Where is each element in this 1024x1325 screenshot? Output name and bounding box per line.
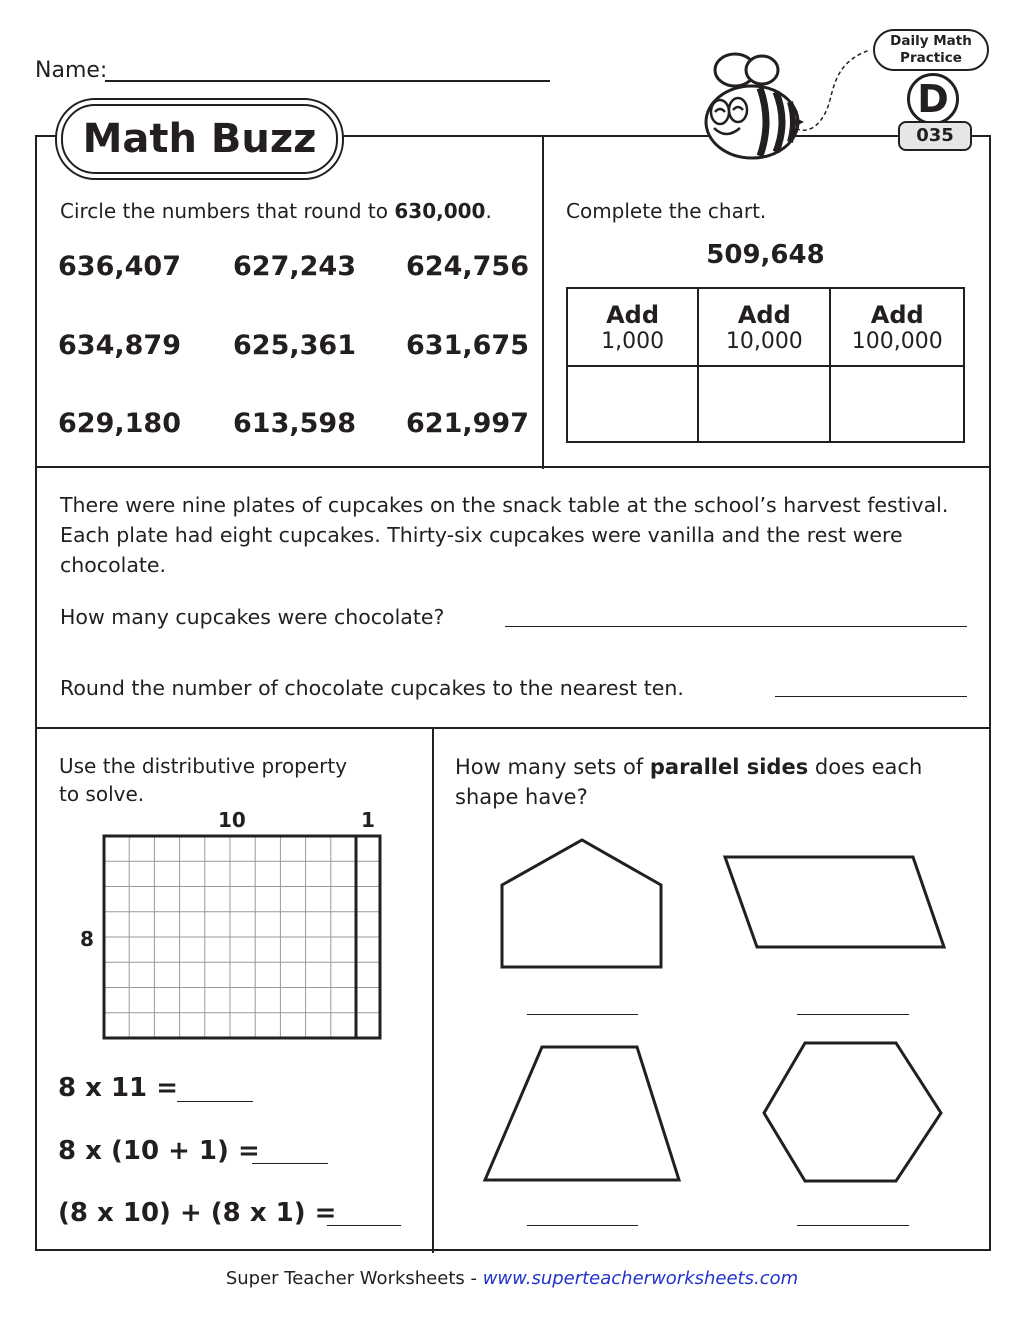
chart-header-cell [830,288,964,366]
word-problem-story: There were nine plates of cupcakes on the snack table at the school’s harvest festival. Each plate had eight cupcakes. Thirty-six cupcakes were vanilla and the rest were chocolate. [60,493,949,577]
rounding-number[interactable]: 631,675 [406,330,529,361]
parallel-instruction-bold: parallel sides [649,755,809,779]
chart-header-cell [698,288,830,366]
rounding-instruction-end: . [485,199,492,223]
grid-label-eight: 8 [80,927,94,951]
answer-line-round[interactable] [775,696,967,697]
chart-start-number: 509,648 [706,240,825,270]
pentagon-icon [502,840,661,967]
question-chocolate: How many cupcakes were chocolate? [60,605,445,629]
equation-1: 8 x 11 = [58,1073,178,1103]
chart-instruction: Complete the chart. [566,199,767,223]
rounding-number[interactable]: 625,361 [233,330,356,361]
footer-brand: Super Teacher Worksheets - [225,1268,483,1289]
answer-line-parallelogram[interactable] [797,1014,909,1015]
parallel-instruction-end: does each [808,755,923,779]
rounding-instruction-text: Circle the numbers that round to [60,199,395,223]
chart-header-op: Add [870,300,924,329]
grid-label-ten: 10 [218,808,246,832]
divider-row1 [37,466,991,468]
chart-header-op: Add [606,300,660,329]
chart-header-amount: 100,000 [851,328,943,354]
equation-2: 8 x (10 + 1) = [58,1136,260,1166]
chart-answer-cell[interactable] [830,366,964,442]
shapes-area [460,825,980,1245]
question-round: Round the number of chocolate cupcakes to the nearest ten. [60,676,684,700]
rounding-number[interactable]: 627,243 [233,251,356,282]
parallel-instruction-line2: shape have? [455,785,588,809]
footer-link[interactable]: www.superteacherworksheets.com [482,1268,799,1289]
badge-line-1: Daily Math [890,33,972,49]
hexagon-icon [764,1043,941,1181]
answer-line-hexagon[interactable] [797,1225,909,1226]
answer-line-eq3[interactable] [327,1225,401,1226]
rounding-number[interactable]: 636,407 [58,251,181,282]
parallelogram-icon [725,857,944,947]
level-letter: D [907,73,959,125]
rounding-number[interactable]: 621,997 [406,408,529,439]
parallel-instruction [455,752,922,812]
chart-header-cell [567,288,698,366]
distributive-instruction-line2: to solve. [59,782,145,806]
chart-header-amount: 10,000 [725,328,803,354]
rounding-number[interactable]: 634,879 [58,330,181,361]
name-answer-line[interactable] [105,80,550,82]
rounding-instruction [60,199,492,223]
worksheet-code: 035 [898,121,972,151]
area-model-grid [100,833,384,1041]
distributive-instruction-line1: Use the distributive property [59,754,348,778]
rounding-number[interactable]: 613,598 [233,408,356,439]
distributive-instruction [59,752,347,808]
name-label: Name: [35,58,108,83]
chart-answer-cell[interactable] [698,366,830,442]
answer-line-eq2[interactable] [252,1163,328,1164]
equation-3: (8 x 10) + (8 x 1) = [58,1198,337,1228]
page-title: Math Buzz [82,116,317,162]
footer [0,1268,1024,1289]
answer-line-chocolate[interactable] [505,626,967,627]
chart-header-amount: 1,000 [601,328,665,354]
answer-line-trapezoid[interactable] [527,1225,638,1226]
badge-line-2: Practice [900,50,962,66]
title-banner [55,98,344,180]
divider-top-vertical [542,137,544,469]
divider-bottom-vertical [432,728,434,1253]
daily-practice-badge [873,29,989,71]
parallel-instruction-text: How many sets of [455,755,650,779]
rounding-target: 630,000 [394,199,486,223]
rounding-number[interactable]: 629,180 [58,408,181,439]
chart-header-op: Add [737,300,791,329]
answer-line-pentagon[interactable] [527,1014,638,1015]
add-chart-table [566,287,965,443]
answer-line-eq1[interactable] [177,1101,253,1102]
divider-row2 [37,727,991,729]
trapezoid-icon [485,1047,679,1180]
rounding-number[interactable]: 624,756 [406,251,529,282]
chart-answer-cell[interactable] [567,366,698,442]
grid-label-one: 1 [361,808,375,832]
bee-mascot-icon [690,30,890,170]
